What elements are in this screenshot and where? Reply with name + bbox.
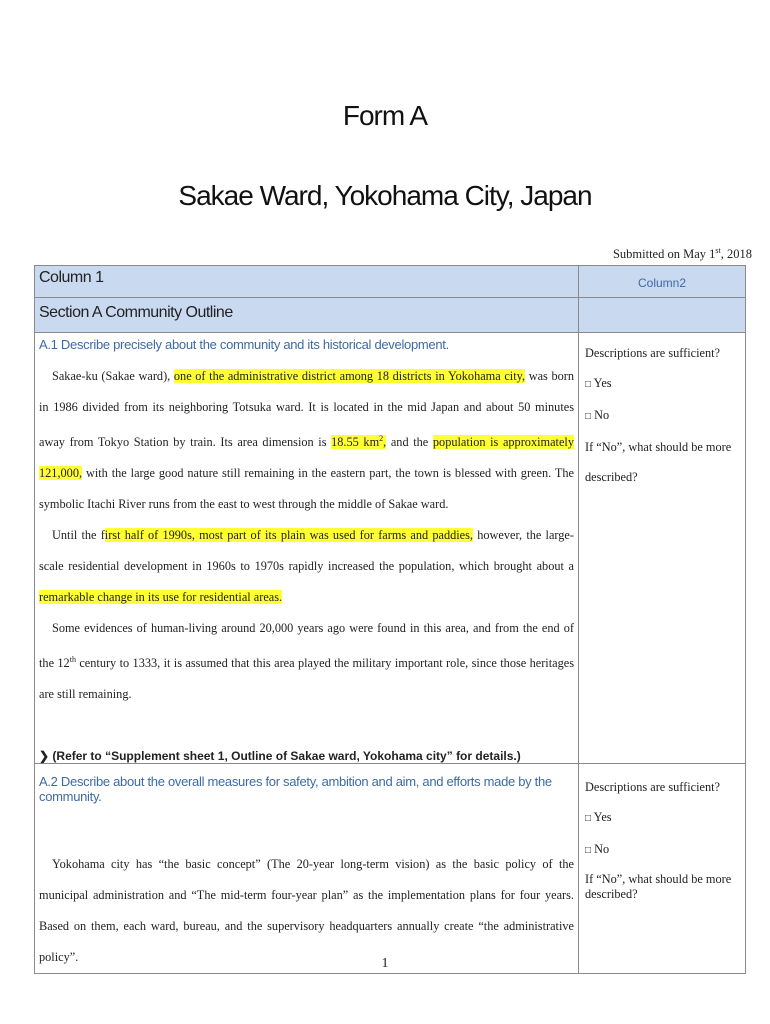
checkbox-icon[interactable]: □	[585, 379, 592, 390]
a1-row	[35, 333, 746, 764]
a2-body	[35, 804, 578, 973]
a1-paragraph-2: Until the first half of 1990s, most part of its plain was used for farms and paddies, however, the large-scale residential development in 1960s to 1970s rapidly increased the population, which brought about a remarkable change in its use for residential areas.	[39, 528, 574, 605]
a1-paragraph-3: Some evidences of human-living around 20,000 years ago were found in this area, and from the end of the 12th century to 1333, it is assumed that this area played the military important role, since those heritages are still remaining.	[39, 621, 574, 702]
form-subtitle: Sakae Ward, Yokohama City, Japan	[178, 180, 592, 211]
a2-question: A.2 Describe about the overall measures for safety, ambition and aim, and efforts made by the community.	[39, 774, 552, 805]
column-header-row	[35, 266, 746, 298]
a1-body	[35, 352, 578, 710]
a1-yes-option[interactable]: □ Yes	[585, 376, 612, 390]
a2-sufficient-label: Descriptions are sufficient?	[585, 780, 720, 795]
a2-row	[35, 764, 746, 974]
checkbox-icon[interactable]: □	[585, 813, 592, 825]
chevron-right-icon: ❯	[39, 749, 50, 764]
a1-review-cell	[579, 333, 746, 764]
a2-review-cell	[579, 764, 746, 974]
checkbox-icon[interactable]: □	[585, 845, 592, 857]
column-1-header: Column 1	[35, 266, 579, 298]
a1-sufficient-label: Descriptions are sufficient?	[585, 346, 720, 360]
a2-paragraph-1: Yokohama city has “the basic concept” (The 20-year long-term vision) as the basic policy of the municipal administration and “The mid-term four-year plan” as the implementation plans for four years. Based on them, each ward, bureau, and the supervisory headquarters annually create “the administrative policy”.	[39, 857, 574, 965]
a2-yes-option[interactable]: □ Yes	[585, 810, 612, 825]
section-a-title: Section A Community Outline	[35, 298, 579, 333]
a1-if-no-label: If “No”, what should be more described?	[585, 440, 732, 484]
a1-main-cell	[35, 333, 579, 764]
section-a-side	[579, 298, 746, 333]
form-table	[34, 265, 746, 974]
a2-no-option[interactable]: □ No	[585, 842, 610, 857]
a1-question: A.1 Describe precisely about the community and its historical development.	[39, 337, 449, 352]
page-number: 1	[381, 956, 389, 971]
checkbox-icon[interactable]: □	[585, 411, 592, 422]
section-row	[35, 298, 746, 333]
submission-date: Submitted on May 1st, 2018	[612, 246, 752, 262]
a2-main-cell	[35, 764, 579, 974]
a1-paragraph-1: Sakae-ku (Sakae ward), one of the administrative district among 18 districts in Yokohama city, was born in 1986 divided from its neighboring Totsuka ward. It is located in the mid Japan and about 50 minutes away from Tokyo Station by train. Its area dimension is 18.55 $km^2$, and the population is approximately 121,000, with the large good nature still remaining in the eastern part, the town is blessed with green. The symbolic Itachi River runs from the east to west through the middle of Sakae ward.	[39, 369, 575, 512]
form-title: Form A	[342, 100, 428, 131]
a1-no-option[interactable]: □ No	[585, 408, 610, 422]
a2-if-no-label: If “No”, what should be more described?	[585, 872, 732, 902]
column-2-header: Column2	[579, 266, 746, 298]
a1-reference-note: ❯ (Refer to “Supplement sheet 1, Outline of Sakae ward, Yokohama city” for details.)	[39, 749, 521, 764]
